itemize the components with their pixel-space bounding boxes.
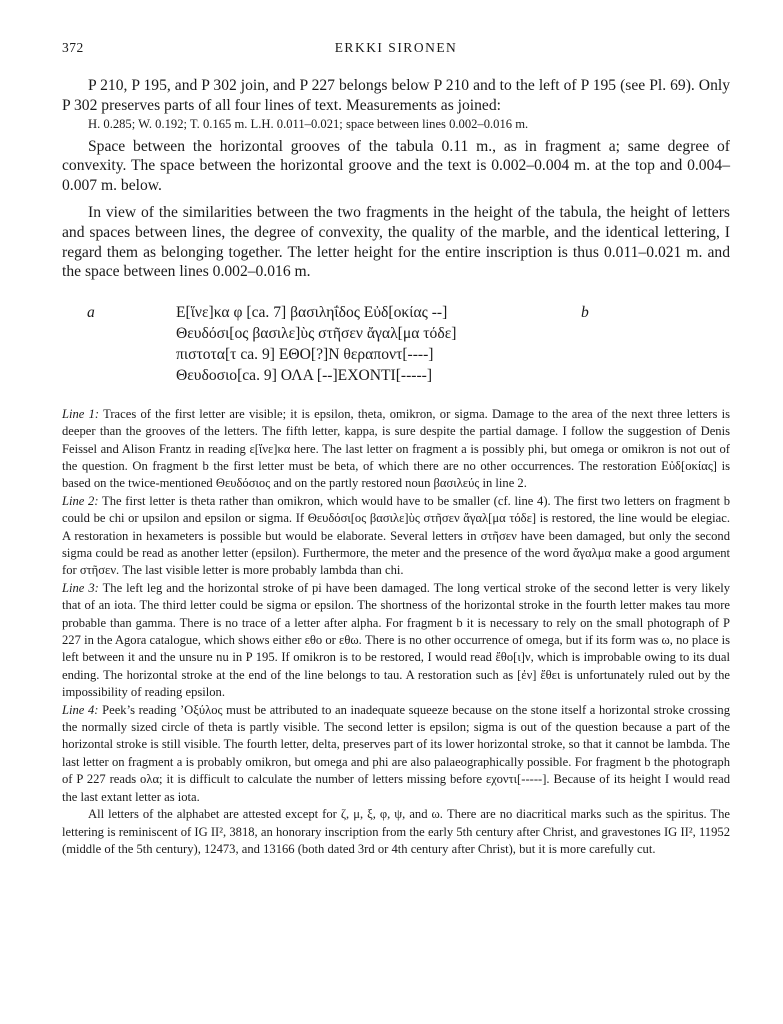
fragment-b-label: b [581, 303, 589, 321]
commentary-label: Line 4: [62, 702, 99, 717]
commentary-text: Peek’s reading ʼΟξύλος must be attributed to an inadequate squeeze because on the stone itself a horizontal stroke crossing the normally sized circle of theta is partly visible. The second letter is epsilon; sigma is out of the question because a part of the horizontal stroke is still visible. The fourth letter, delta, preserves part of its lower horizontal stroke, so that it cannot be lambda. The last letter on fragment a is probably omikron, but omega and phi are also palaeographically possible. For fragment b the photograph of P 227 reads ολα; it is difficult to calculate the number of letters missing before εχοντι[-----]. Because of its height I would read the last extant letter as iota. [62, 702, 730, 804]
commentary-line-1 [62, 406, 730, 493]
inscription-line-4: Θευδοσιο[ca. 9] ΟΛΑ [--]ΕΧΟΝΤΙ[-----] [176, 366, 433, 384]
running-head: ERKKI SIRONEN [334, 40, 458, 55]
commentary-text: Traces of the first letter are visible; it is epsilon, theta, omikron, or sigma. Damage to the area of the next three letters is deeper than the grooves of the letters. The fifth letter, kappa, is sure despite the partial damage. I follow the suggestion of Denis Feissel and Alison Frantz in reading ε[ἵνε]κα here. The last letter on fragment a is possibly phi, but omega or omikron is not out of the question. On fragment b the first letter must be beta, of which there are no other occurrences. The restoration Εὐδ[οκίας] is based on the twice-mentioned Θευδόσιος and on the partly restored noun βασιλεύς in line 2. [62, 406, 730, 491]
fragment-a-label: a [87, 303, 95, 321]
commentary-line-2 [62, 493, 730, 580]
inscription-line-1: Ε[ἵνε]κα φ [ca. 7] βασιληΐδος Εὐδ[οκίας --] [176, 303, 448, 321]
view-paragraph: In view of the similarities between the two fragments in the height of the tabula, the height of letters and spaces between lines, the degree of convexity, the quality of the marble, and the identical lettering, I regard them as belonging together. The letter height for the entire inscription is thus 0.011–0.021 m. and the space between lines 0.002–0.016 m. [62, 204, 730, 281]
page-number: 372 [62, 40, 84, 55]
page-header [62, 40, 730, 60]
commentary-line-3 [62, 580, 730, 702]
inscription-line-2: Θευδόσι[ος βασιλε]ὺς στῆσεν ἄγαλ[μα τόδε] [176, 324, 457, 342]
measurements-line: H. 0.285; W. 0.192; T. 0.165 m. L.H. 0.011–0.021; space between lines 0.002–0.016 m. [88, 117, 529, 132]
space-paragraph: Space between the horizontal grooves of the tabula 0.11 m., as in fragment a; same degree of convexity. The space between the horizontal groove and the text is 0.002–0.004 m. at the top and 0.004–0.007 m. below. [62, 137, 730, 194]
commentary-label: Line 1: [62, 406, 100, 421]
commentary-label: Line 3: [62, 580, 99, 595]
commentary-label: Line 2: [62, 493, 99, 508]
closing-paragraph: All letters of the alphabet are attested except for ζ, μ, ξ, φ, ψ, and ω. There are no diacritical marks such as the spiritus. The lettering is reminiscent of IG II², 3818, an honorary inscription from the early 5th century after Christ, and gravestones IG II², 11952 (middle of the 5th century), 12473, and 13166 (both dated 3rd or 4th century after Christ), but it is more carefully cut. [62, 807, 730, 856]
inscription-lines [176, 302, 456, 386]
join-paragraph: P 210, P 195, and P 302 join, and P 227 belongs below P 210 and to the left of P 195 (see Pl. 69). Only P 302 preserves parts of all four lines of text. Measurements as joined: [62, 77, 730, 114]
article-body [62, 76, 730, 858]
inscription-line-3: πιστοτα[τ ca. 9] ΕΘΟ[?]Ν θεραποντ[----] [176, 345, 434, 363]
commentary-line-4 [62, 702, 730, 806]
commentary-text: The left leg and the horizontal stroke of pi have been damaged. The long vertical stroke of the second letter is very likely that of an iota. The third letter could be sigma or epsilon. The shortness of the horizontal stroke in the fourth letter makes tau more probable than gamma. There is no trace of a letter after alpha. For fragment b it is necessary to rely on the small photograph of P 227 in the Agora catalogue, which shows either εθο or εθω. There is no other occurrence of omega, but if its form was ω, no place is left between it and the unsure nu in P 195. If omikron is to be restored, I would read ἔθο[ι]ν, which is improbable owing to its dual ending. The horizontal stroke at the end of the line belongs to tau. A restoration such as [ἐν] ἔθει is unfortunately ruled out by the impossibility of reading epsilon. [62, 580, 730, 700]
commentary [62, 406, 730, 859]
inscription-block [62, 302, 730, 398]
commentary-text: The first letter is theta rather than omikron, which would have to be smaller (cf. line 4). The first two letters on fragment b could be chi or upsilon and epsilon or sigma. If Θευδόσι[ος βασιλε]ὺς στῆσεν ἄγαλ[μα τόδε] is restored, the line would be elegiac. A restoration in hexameters is possible but would be elaborate. Several letters in στῆσεν have been damaged, but only the second sigma could be read as another letter (epsilon). Furthermore, the meter and the presence of the word ἄγαλμα make a good argument for στῆσεν. The last visible letter is more probably lambda than chi. [62, 493, 730, 578]
